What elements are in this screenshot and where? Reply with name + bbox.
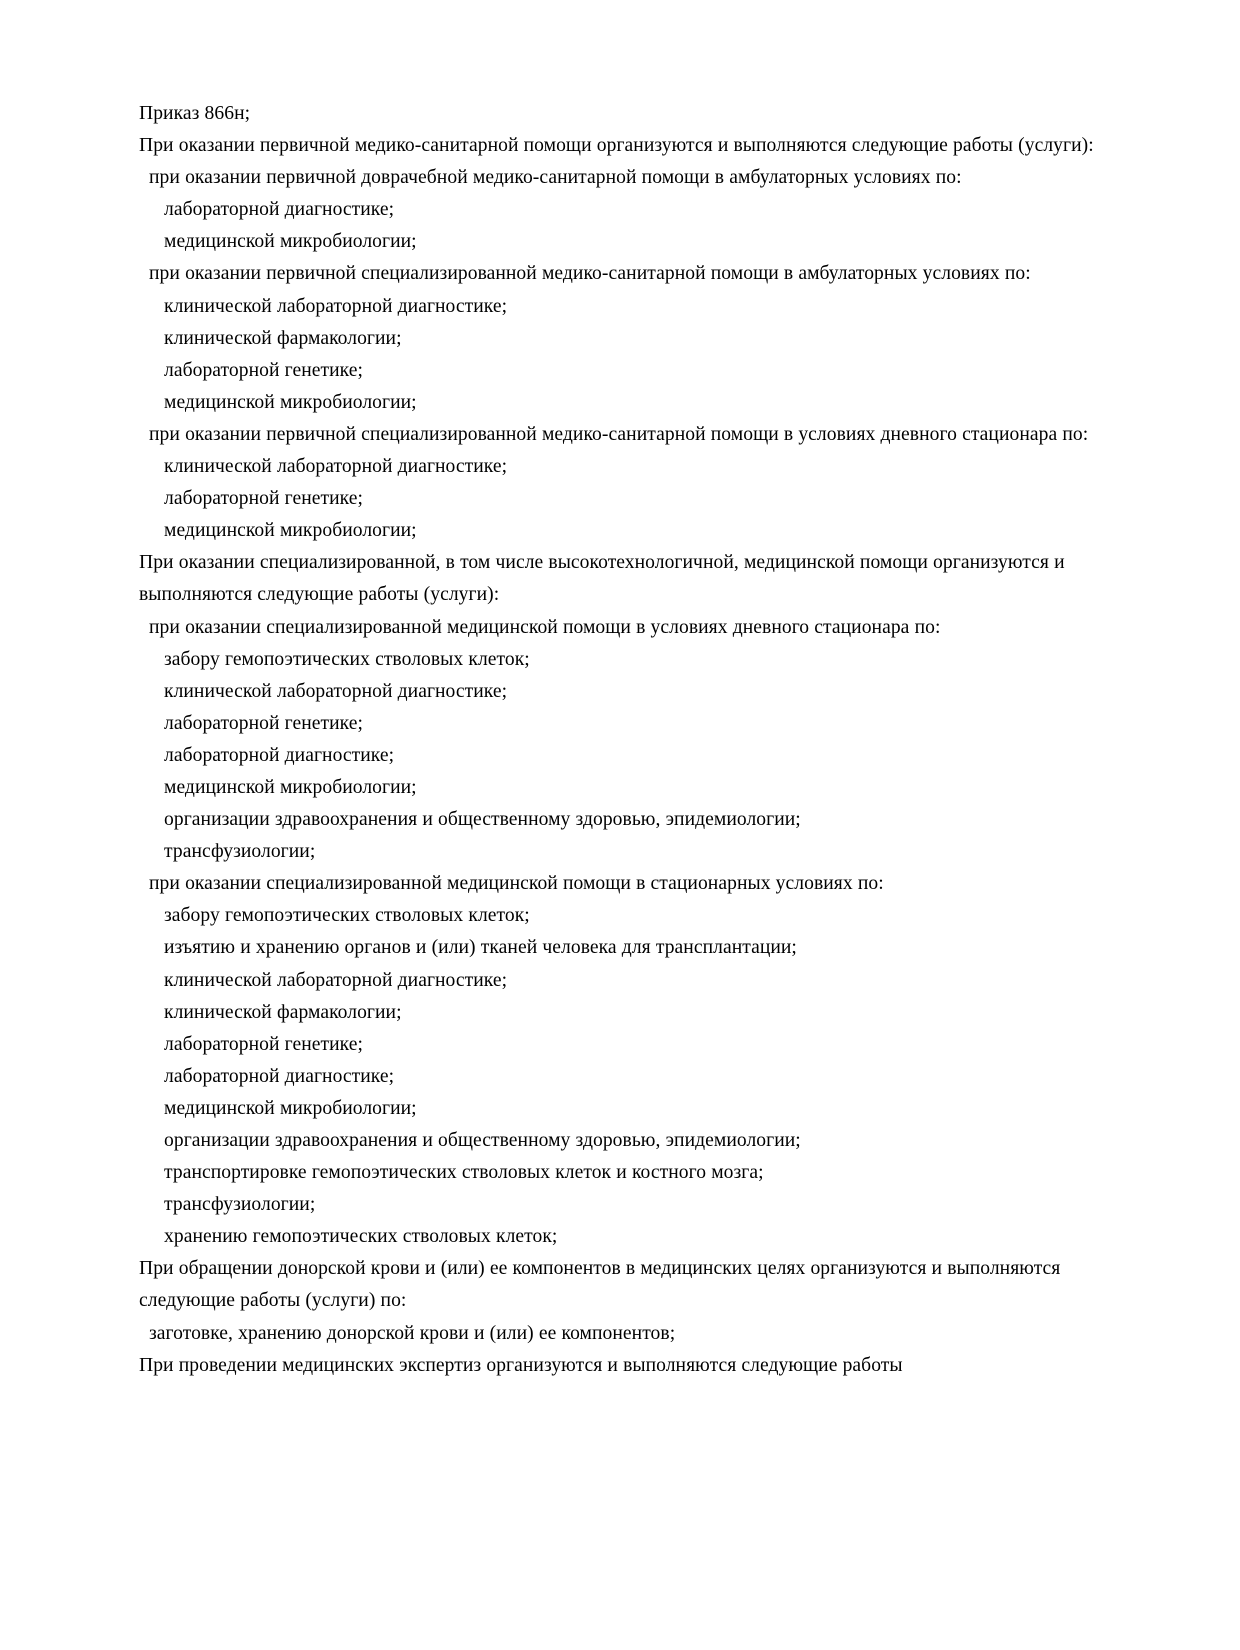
document-paragraph: при оказании специализированной медицинской помощи в стационарных условиях по:	[149, 873, 884, 895]
document-paragraph: при оказании специализированной медицинской помощи в условиях дневного стационара по:	[149, 616, 941, 638]
document-paragraph: лабораторной генетике;	[164, 712, 363, 734]
document-paragraph: забору гемопоэтических стволовых клеток;	[164, 905, 530, 927]
document-paragraph: При оказании первичной медико-санитарной помощи организуются и выполняются следующие работы (услуги):	[139, 135, 1094, 157]
document-paragraph: Приказ 866н;	[139, 103, 251, 124]
document-paragraph: лабораторной диагностике;	[164, 1065, 395, 1087]
document-paragraph: медицинской микробиологии;	[164, 231, 417, 253]
document-paragraph: лабораторной генетике;	[164, 488, 363, 510]
document-paragraph: лабораторной диагностике;	[164, 199, 395, 221]
document-paragraph: При обращении донорской крови и (или) ее компонентов в медицинских целях организуются и выполняются следующие работы (услуги) по:	[139, 1258, 1061, 1312]
document-paragraph: заготовке, хранению донорской крови и (или) ее компонентов;	[149, 1322, 676, 1344]
document-paragraph: хранению гемопоэтических стволовых клеток;	[164, 1226, 558, 1248]
document-text-body	[139, 98, 1101, 1382]
document-paragraph: лабораторной диагностике;	[164, 744, 395, 766]
document-paragraph: медицинской микробиологии;	[164, 1097, 417, 1119]
document-paragraph: трансфузиологии;	[164, 1194, 316, 1216]
document-paragraph: При оказании специализированной, в том числе высокотехнологичной, медицинской помощи организуются и выполняются следующие работы (услуги):	[139, 552, 1065, 606]
document-paragraph: организации здравоохранения и общественному здоровью, эпидемиологии;	[164, 809, 801, 831]
document-paragraph: лабораторной генетике;	[164, 359, 363, 381]
document-paragraph: При проведении медицинских экспертиз организуются и выполняются следующие работы	[139, 1354, 903, 1376]
document-paragraph: клинической фармакологии;	[164, 327, 402, 349]
document-paragraph: при оказании первичной специализированной медико-санитарной помощи в амбулаторных условиях по:	[149, 263, 1031, 285]
document-paragraph: медицинской микробиологии;	[164, 776, 417, 798]
document-paragraph: трансфузиологии;	[164, 841, 316, 863]
document-paragraph: клинической лабораторной диагностике;	[164, 969, 508, 991]
document-paragraph: медицинской микробиологии;	[164, 520, 417, 542]
document-paragraph: организации здравоохранения и общественному здоровью, эпидемиологии;	[164, 1130, 801, 1151]
document-paragraph: при оказании первичной специализированной медико-санитарной помощи в условиях дневного стационара по:	[149, 423, 1089, 445]
document-paragraph: забору гемопоэтических стволовых клеток;	[164, 648, 530, 670]
document-paragraph: медицинской микробиологии;	[164, 391, 417, 413]
document-paragraph: транспортировке гемопоэтических стволовых клеток и костного мозга;	[164, 1162, 764, 1184]
document-paragraph: клинической фармакологии;	[164, 1001, 402, 1023]
document-paragraph: изъятию и хранению органов и (или) тканей человека для трансплантации;	[164, 937, 797, 959]
document-paragraph: лабораторной генетике;	[164, 1033, 363, 1055]
document-paragraph: при оказании первичной доврачебной медико-санитарной помощи в амбулаторных условиях по:	[149, 167, 962, 189]
document-paragraph: клинической лабораторной диагностике;	[164, 456, 508, 478]
document-paragraph: клинической лабораторной диагностике;	[164, 680, 508, 702]
document-paragraph: клинической лабораторной диагностике;	[164, 295, 508, 317]
